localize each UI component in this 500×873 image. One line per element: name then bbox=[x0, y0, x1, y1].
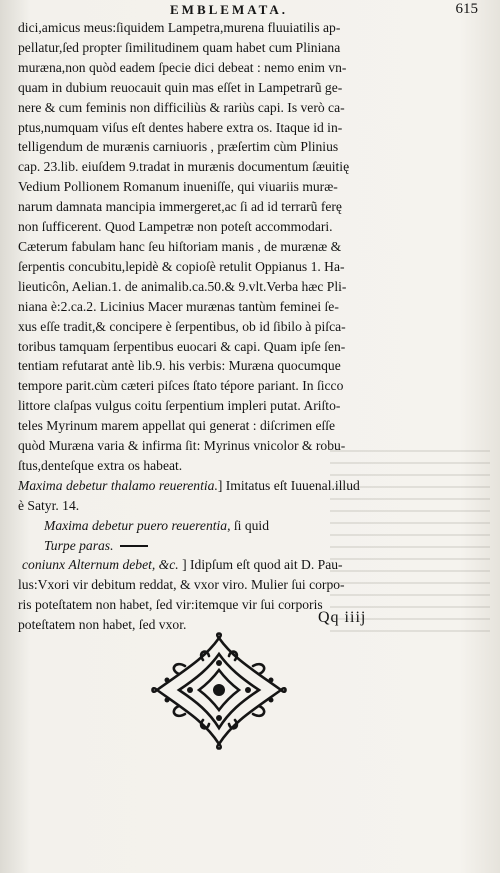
lemma-italic: Maxima debetur thalamo reuerentia. bbox=[18, 477, 218, 493]
text-line: quòd Muræna varia & infirma ſit: Myrinus vnicolor & robu- bbox=[18, 438, 346, 454]
quotation-italic: Maxima debetur puero reuerentia bbox=[44, 517, 228, 533]
quotation-line bbox=[18, 516, 488, 536]
text-line: cap. 23.lib. eiuſdem 9.tradat in murænis documentum ſæuitię bbox=[18, 159, 350, 175]
text-line: lus:Vxori vir debitum reddat, & vxor viro. Mulier ſui corpo- bbox=[18, 577, 345, 593]
text-line: tentiam refutarat antè lib.9. his verbis: Muræna quocumque bbox=[18, 358, 341, 374]
text-line: lieuticôn, Aelian.1. de animalib.ca.50.& 9.vlt.Verba hæc Pli- bbox=[18, 278, 347, 294]
rule-dash bbox=[120, 545, 148, 547]
text-line: ſerpentis concubitu,lepidè & copioſè retulit Oppianus 1. Ha- bbox=[18, 258, 345, 274]
conjunx-commentary: ] Idipſum eſt quod ait D. Pau- bbox=[182, 557, 343, 573]
text-line: pellatur,ſed propter ſimilitudinem quam habet cum Pliniana bbox=[18, 39, 341, 55]
text-line: poteſtatem non habet, ſed vxor. bbox=[18, 617, 187, 633]
page-number: 615 bbox=[455, 1, 478, 17]
text-line: muræna,non quòd eadem ſpecie dici debeat : nemo enim vn- bbox=[18, 59, 347, 75]
text-line: quam in dubium reuocauit quin mas eſſet in Lampetrarũ ge- bbox=[18, 79, 343, 95]
conjunx-line bbox=[18, 555, 488, 575]
text-line: Cæterum fabulam hanc ſeu hiſtoriam manis , de murænæ & bbox=[18, 238, 342, 254]
text-line: ris poteſtatem non habet, ſed vir:itemque vir ſui corporis bbox=[18, 597, 323, 613]
text-line: dici,amicus meus:ſiquidem Lampetra,murena fluuiatilis ap- bbox=[18, 20, 341, 35]
text-line: Vedium Pollionem Romanum inueniſſe, qui viuariis muræ- bbox=[18, 179, 338, 195]
printers-ornament-icon bbox=[145, 630, 293, 752]
body-text bbox=[18, 18, 488, 635]
text-line: non ſufficerent. Quod Lampetræ non poteſt accommodari. bbox=[18, 219, 333, 235]
text-line: telligendum de murænis carniuoris , præſertim cùm Plinius bbox=[18, 139, 339, 155]
text-line: xus eſſe tradit,& concipere è ſerpentibus, ob id ſibilo à piſca- bbox=[18, 318, 346, 334]
lemma-line bbox=[18, 476, 488, 496]
quotation-continuation: , ſi quid bbox=[227, 517, 270, 533]
lemma-line-2: è Satyr. 14. bbox=[18, 497, 80, 513]
signature-mark: Qq iiij bbox=[318, 609, 367, 626]
conjunx-italic: Alternum debet, &c. bbox=[68, 557, 179, 573]
text-line: tempore parit.cùm cæteri piſces ſtato tépore pariant. In ſicco bbox=[18, 378, 344, 394]
conjunx-lead: coniunx bbox=[22, 557, 66, 573]
running-head: EMBLEMATA. bbox=[170, 2, 288, 17]
text-line: niana è:2.ca.2. Licinius Macer murænas tantùm feminei ſe- bbox=[18, 298, 339, 314]
text-line: nere & cum feminis non difficiliùs & rariùs capi. Is verò ca- bbox=[18, 99, 345, 115]
text-line: ptus,numquam viſus eſt dentes habere extra os. Itaque id in- bbox=[18, 119, 343, 135]
text-line: narum damnata mancipia immergeret,ac ſi ad id terrarũ ferę bbox=[18, 199, 342, 215]
quotation-line-2 bbox=[18, 536, 488, 556]
text-line: toribus tamquam ſerpentibus euocari & capi. Quam ipſe ſen- bbox=[18, 338, 346, 354]
quotation-end: Turpe paras. bbox=[44, 537, 114, 553]
lemma-commentary: ] Imitatus eſt Iuuenal.illud bbox=[217, 477, 360, 493]
text-line: littore claſpas vulgus coitu ſerpentium impleri putat. Ariſto- bbox=[18, 398, 341, 414]
text-line: ſtus,denteſque extra os habeat. bbox=[18, 457, 183, 473]
text-line: teles Myrinum marem appellat qui generat : diſcrimen eſſe bbox=[18, 418, 336, 434]
